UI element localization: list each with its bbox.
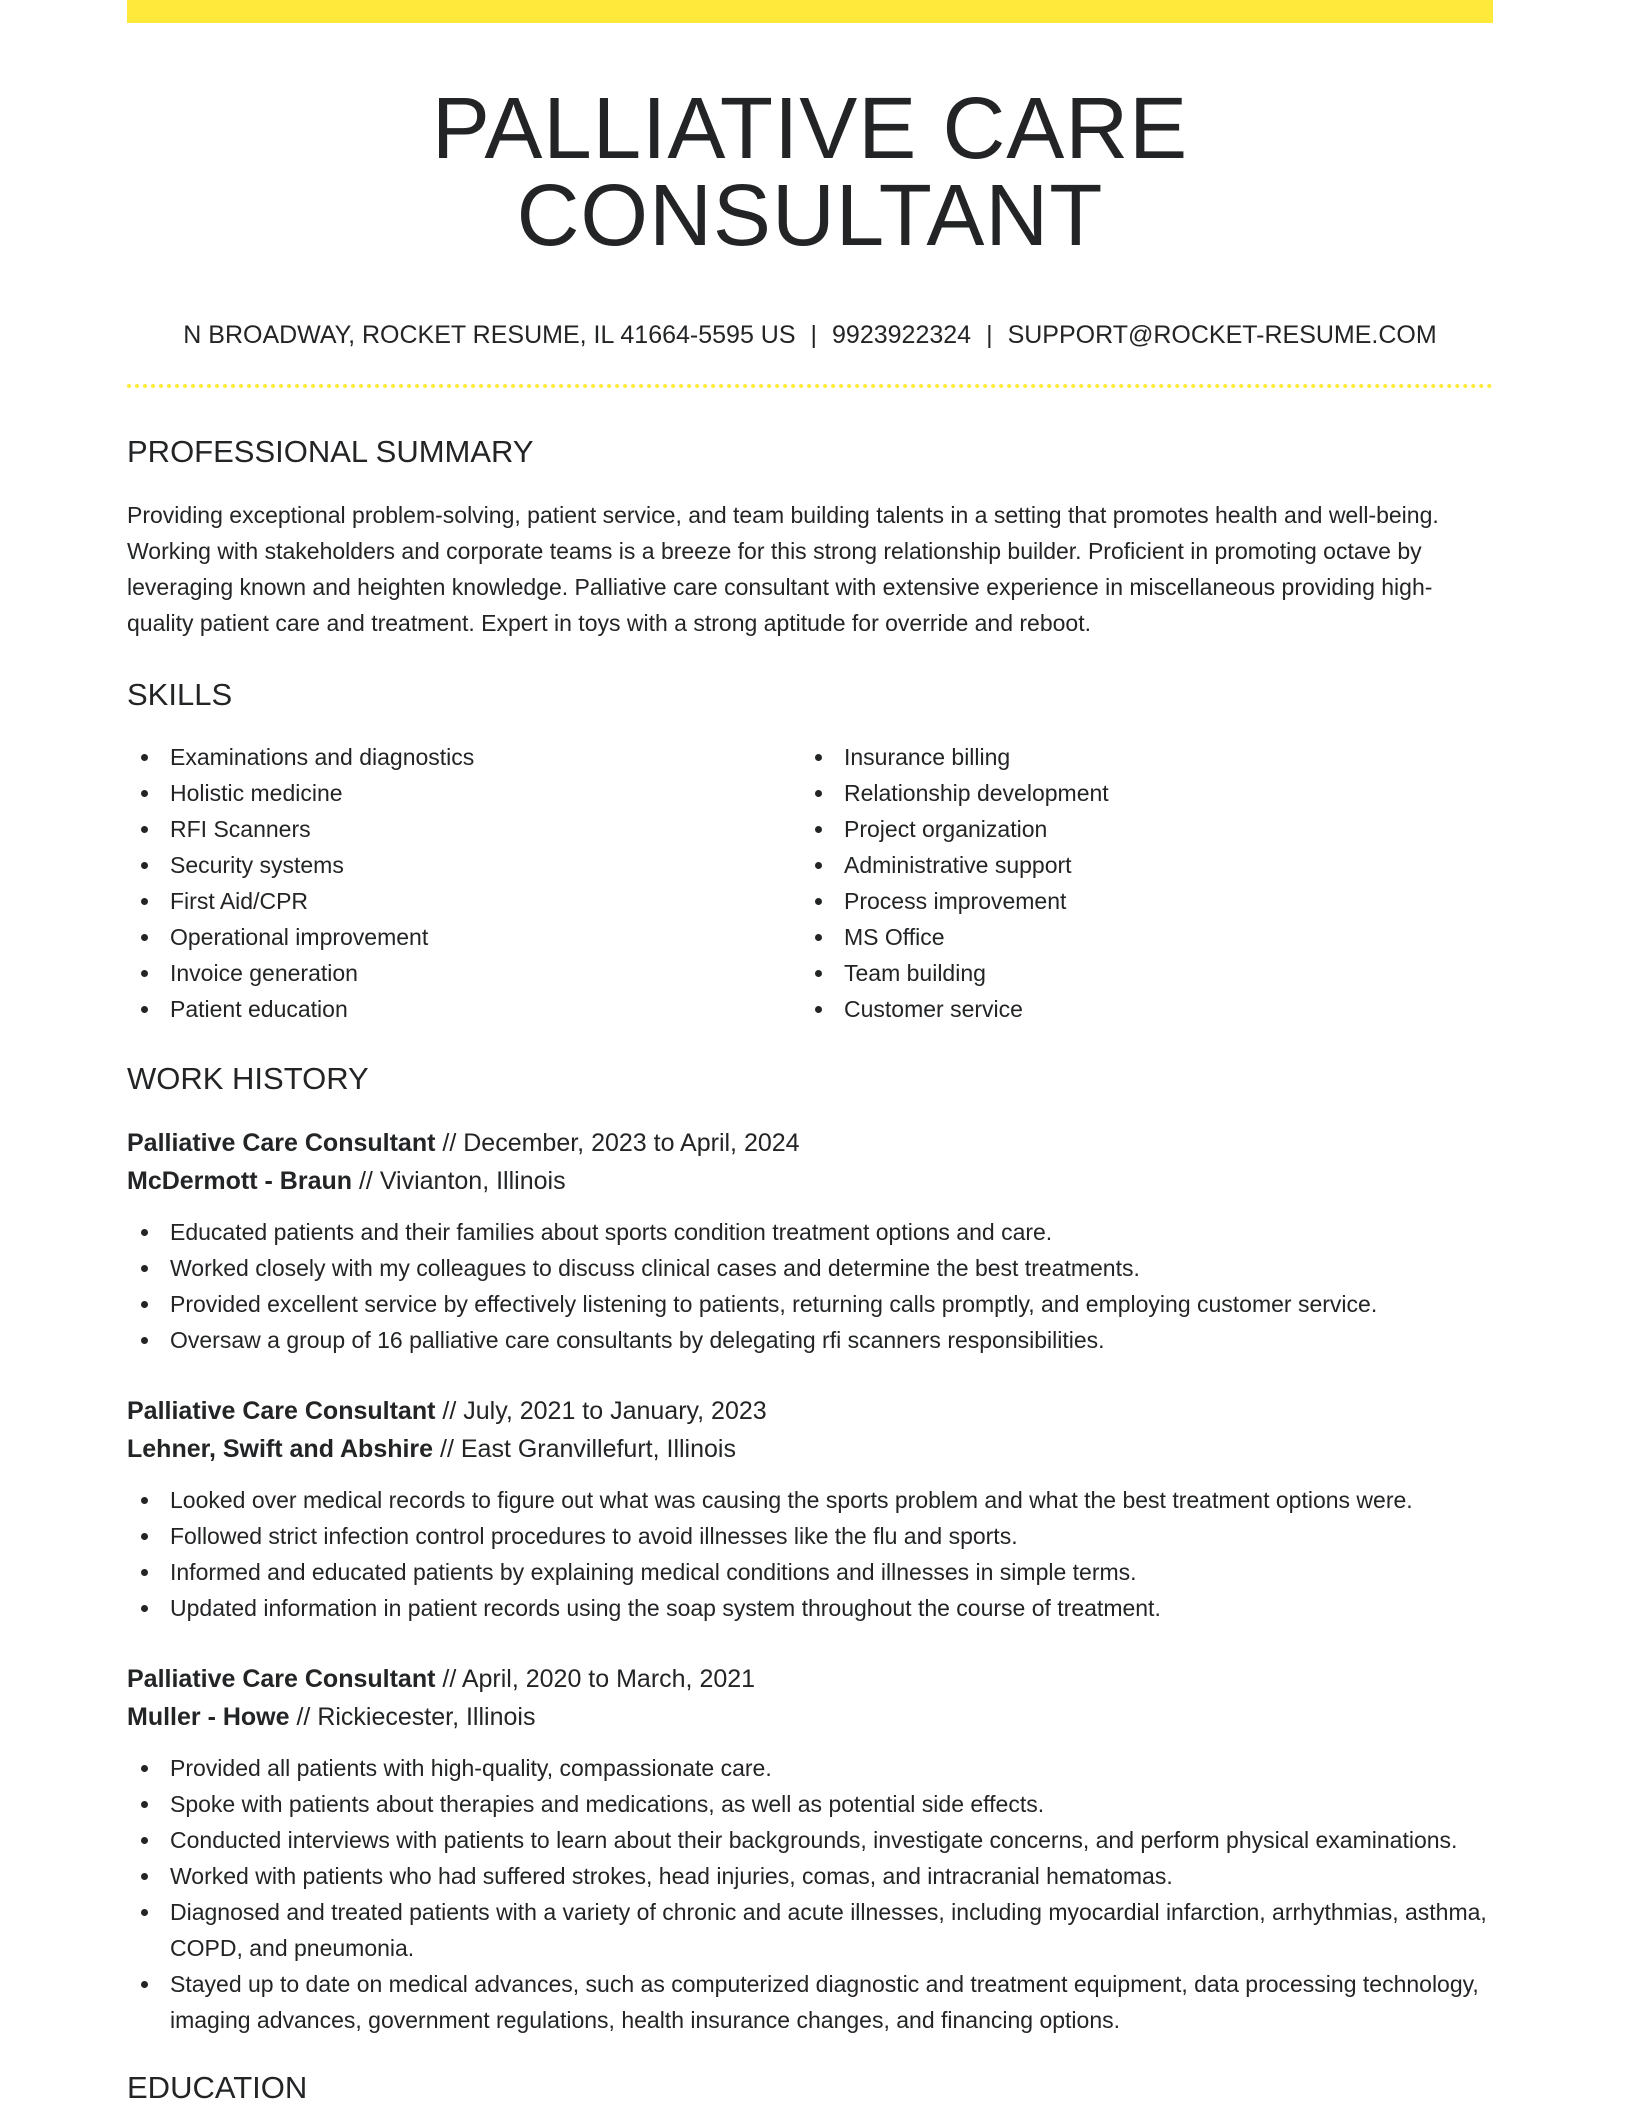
- job-role-line: [127, 1660, 1493, 1698]
- summary-text: Providing exceptional problem-solving, patient service, and team building talents in a setting that promotes health and well-being. Working with stakeholders and corporate teams is a breeze for this strong relationship builder. Proficient in promoting octave by leveraging known and heighten knowledge. Palliative care consultant with extensive experience in miscellaneous providing high-quality patient care and treatment. Expert in toys with a strong aptitude for override and reboot.: [127, 502, 1439, 636]
- job-role: Palliative Care Consultant: [127, 1129, 436, 1157]
- section-title-education: EDUCATION: [127, 2070, 308, 2105]
- job-bullets: [127, 1482, 1493, 1626]
- job-bullets: [127, 1750, 1493, 2038]
- resume-name-title: PALLIATIVE CARE CONSULTANT: [431, 80, 1189, 264]
- job-bullet: Provided all patients with high-quality, compassionate care.: [127, 1750, 1493, 1786]
- skill-item: Relationship development: [801, 775, 1475, 811]
- skill-item: Team building: [801, 955, 1475, 991]
- job-bullet: Educated patients and their families about sports condition treatment options and care.: [127, 1214, 1493, 1250]
- job-separator: //: [435, 1665, 462, 1693]
- job-role-line: [127, 1124, 1493, 1162]
- skill-item: RFI Scanners: [127, 811, 801, 847]
- job-dates: July, 2021 to January, 2023: [463, 1397, 767, 1425]
- skill-item: Process improvement: [801, 883, 1475, 919]
- skills-column-left: [127, 739, 801, 1027]
- skill-item: Insurance billing: [801, 739, 1475, 775]
- job-bullet: Spoke with patients about therapies and medications, as well as potential side effects.: [127, 1786, 1493, 1822]
- dotted-divider: [127, 384, 1493, 388]
- contact-separator: |: [986, 321, 993, 349]
- skill-item: Patient education: [127, 991, 801, 1027]
- section-title-skills: SKILLS: [127, 677, 233, 712]
- job-entry: [127, 1392, 1493, 1626]
- skill-item: Administrative support: [801, 847, 1475, 883]
- job-bullet: Diagnosed and treated patients with a variety of chronic and acute illnesses, including myocardial infarction, arrhythmias, asthma, COPD, and pneumonia.: [127, 1894, 1493, 1966]
- job-role: Palliative Care Consultant: [127, 1665, 436, 1693]
- contact-line: [127, 320, 1493, 350]
- job-location: East Granvillefurt, Illinois: [460, 1435, 736, 1463]
- accent-top-bar: [127, 0, 1493, 23]
- job-separator: //: [435, 1397, 464, 1425]
- job-company: McDermott - Braun: [127, 1167, 353, 1195]
- job-bullets: [127, 1214, 1493, 1358]
- job-bullet: Oversaw a group of 16 palliative care consultants by delegating rfi scanners responsibilities.: [127, 1322, 1493, 1358]
- job-company-line: [127, 1698, 1493, 1736]
- job-bullet: Stayed up to date on medical advances, such as computerized diagnostic and treatment equipment, data processing technology, imaging advances, government regulations, health insurance changes, and financing options.: [127, 1966, 1493, 2038]
- job-location: Vivianton, Illinois: [379, 1167, 566, 1195]
- job-separator: //: [289, 1703, 318, 1731]
- skill-item: MS Office: [801, 919, 1475, 955]
- skills-list: [127, 739, 1493, 1027]
- skill-item: Invoice generation: [127, 955, 801, 991]
- job-separator: //: [435, 1129, 464, 1157]
- job-company-line: [127, 1430, 1493, 1468]
- job-bullet: Updated information in patient records using the soap system throughout the course of treatment.: [127, 1590, 1493, 1626]
- job-bullet: Informed and educated patients by explaining medical conditions and illnesses in simple terms.: [127, 1554, 1493, 1590]
- section-title-work-history: WORK HISTORY: [127, 1061, 369, 1096]
- contact-email: SUPPORT@ROCKET-RESUME.COM: [1007, 321, 1437, 349]
- job-bullet: Worked with patients who had suffered strokes, head injuries, comas, and intracranial hematomas.: [127, 1858, 1493, 1894]
- job-bullet: Provided excellent service by effectively listening to patients, returning calls promptly, and employing customer service.: [127, 1286, 1493, 1322]
- skill-item: Examinations and diagnostics: [127, 739, 801, 775]
- job-bullet: Worked closely with my colleagues to discuss clinical cases and determine the best treatments.: [127, 1250, 1493, 1286]
- skill-item: Security systems: [127, 847, 801, 883]
- job-company: Muller - Howe: [127, 1703, 290, 1731]
- job-separator: //: [433, 1435, 461, 1463]
- contact-phone: 9923922324: [832, 321, 972, 349]
- job-role-line: [127, 1392, 1493, 1430]
- job-bullet: Looked over medical records to figure out what was causing the sports problem and what the best treatment options were.: [127, 1482, 1493, 1518]
- job-dates: April, 2020 to March, 2021: [461, 1665, 756, 1693]
- job-company: Lehner, Swift and Abshire: [127, 1435, 434, 1463]
- job-dates: December, 2023 to April, 2024: [463, 1129, 800, 1157]
- resume-page: [127, 0, 1493, 2103]
- contact-address: N BROADWAY, ROCKET RESUME, IL 41664-5595 US: [183, 321, 796, 349]
- job-role: Palliative Care Consultant: [127, 1397, 436, 1425]
- job-entry: [127, 1660, 1493, 2038]
- skill-item: Project organization: [801, 811, 1475, 847]
- job-entry: [127, 1124, 1493, 1358]
- job-separator: //: [352, 1167, 380, 1195]
- skills-column-right: [801, 739, 1475, 1027]
- section-title-summary: PROFESSIONAL SUMMARY: [127, 434, 534, 469]
- job-bullet: Conducted interviews with patients to learn about their backgrounds, investigate concerns, and perform physical examinations.: [127, 1822, 1493, 1858]
- job-bullet: Followed strict infection control procedures to avoid illnesses like the flu and sports.: [127, 1518, 1493, 1554]
- job-company-line: [127, 1162, 1493, 1200]
- skill-item: Holistic medicine: [127, 775, 801, 811]
- contact-separator: |: [810, 321, 818, 349]
- skill-item: Customer service: [801, 991, 1475, 1027]
- skill-item: First Aid/CPR: [127, 883, 801, 919]
- skill-item: Operational improvement: [127, 919, 801, 955]
- job-location: Rickiecester, Illinois: [317, 1703, 536, 1731]
